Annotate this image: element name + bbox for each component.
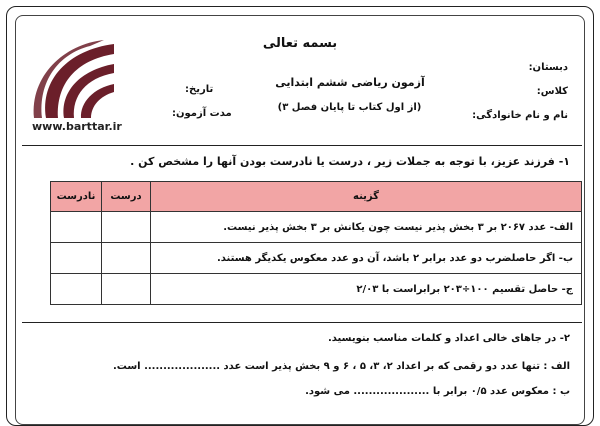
- bismillah-heading: بسمه تعالی: [262, 36, 338, 51]
- answer-cell-incorrect-a[interactable]: [51, 212, 102, 243]
- barttar-logo: [28, 40, 114, 118]
- class-label: کلاس:: [536, 86, 568, 97]
- name-label: نام و نام خانوادگی:: [472, 110, 568, 121]
- table-row: [51, 274, 582, 305]
- answer-cell-incorrect-b[interactable]: [51, 243, 102, 274]
- question2-prompt: ۲- در جاهای خالی اعداد و کلمات مناسب بنویسید.: [327, 333, 570, 344]
- statement-c: ج- حاصل تقسیم ۱۰۰÷۲۰۳ برابراست با ۲/۰۳: [151, 274, 582, 305]
- statement-b: ب- اگر حاصلضرب دو عدد برابر ۲ باشد، آن دو عدد معکوس یکدیگر هستند.: [151, 243, 582, 274]
- school-label: دبستان:: [528, 62, 568, 73]
- fill-blank-b: ب : معکوس عدد ۰/۵ برابر با .................... می شود.: [305, 386, 570, 397]
- date-label: تاریخ:: [185, 84, 214, 95]
- duration-label: مدت آزمون:: [172, 108, 232, 119]
- section-divider: [22, 322, 582, 323]
- exam-title: آزمون ریاضی ششم ابتدایی: [275, 76, 425, 89]
- table-row: [51, 243, 582, 274]
- website-url: www.barttar.ir: [32, 120, 122, 133]
- answer-cell-correct-c[interactable]: [102, 274, 151, 305]
- column-option: گزینه: [151, 182, 582, 212]
- column-correct: درست: [102, 182, 151, 212]
- exam-subtitle: (از اول کتاب تا پایان فصل ۳): [277, 102, 422, 113]
- table-header-row: [51, 182, 582, 212]
- answer-cell-correct-a[interactable]: [102, 212, 151, 243]
- question1-prompt: ۱- فرزند عزیز، با توجه به جملات زیر ، درست یا نادرست بودن آنها را مشخص کن .: [130, 155, 570, 168]
- true-false-table: [50, 181, 582, 305]
- column-incorrect: نادرست: [51, 182, 102, 212]
- statement-a: الف- عدد ۲۰۶۷ بر ۳ بخش پذیر نیست چون یکانش بر ۳ بخش پذیر نیست.: [151, 212, 582, 243]
- header-divider: [22, 145, 582, 146]
- answer-cell-incorrect-c[interactable]: [51, 274, 102, 305]
- fill-blank-a: الف : تنها عدد دو رقمی که بر اعداد ۲، ۳، ۵ ، ۶ و ۹ بخش پذیر است عدد .................... است.: [112, 361, 570, 372]
- answer-cell-correct-b[interactable]: [102, 243, 151, 274]
- table-row: [51, 212, 582, 243]
